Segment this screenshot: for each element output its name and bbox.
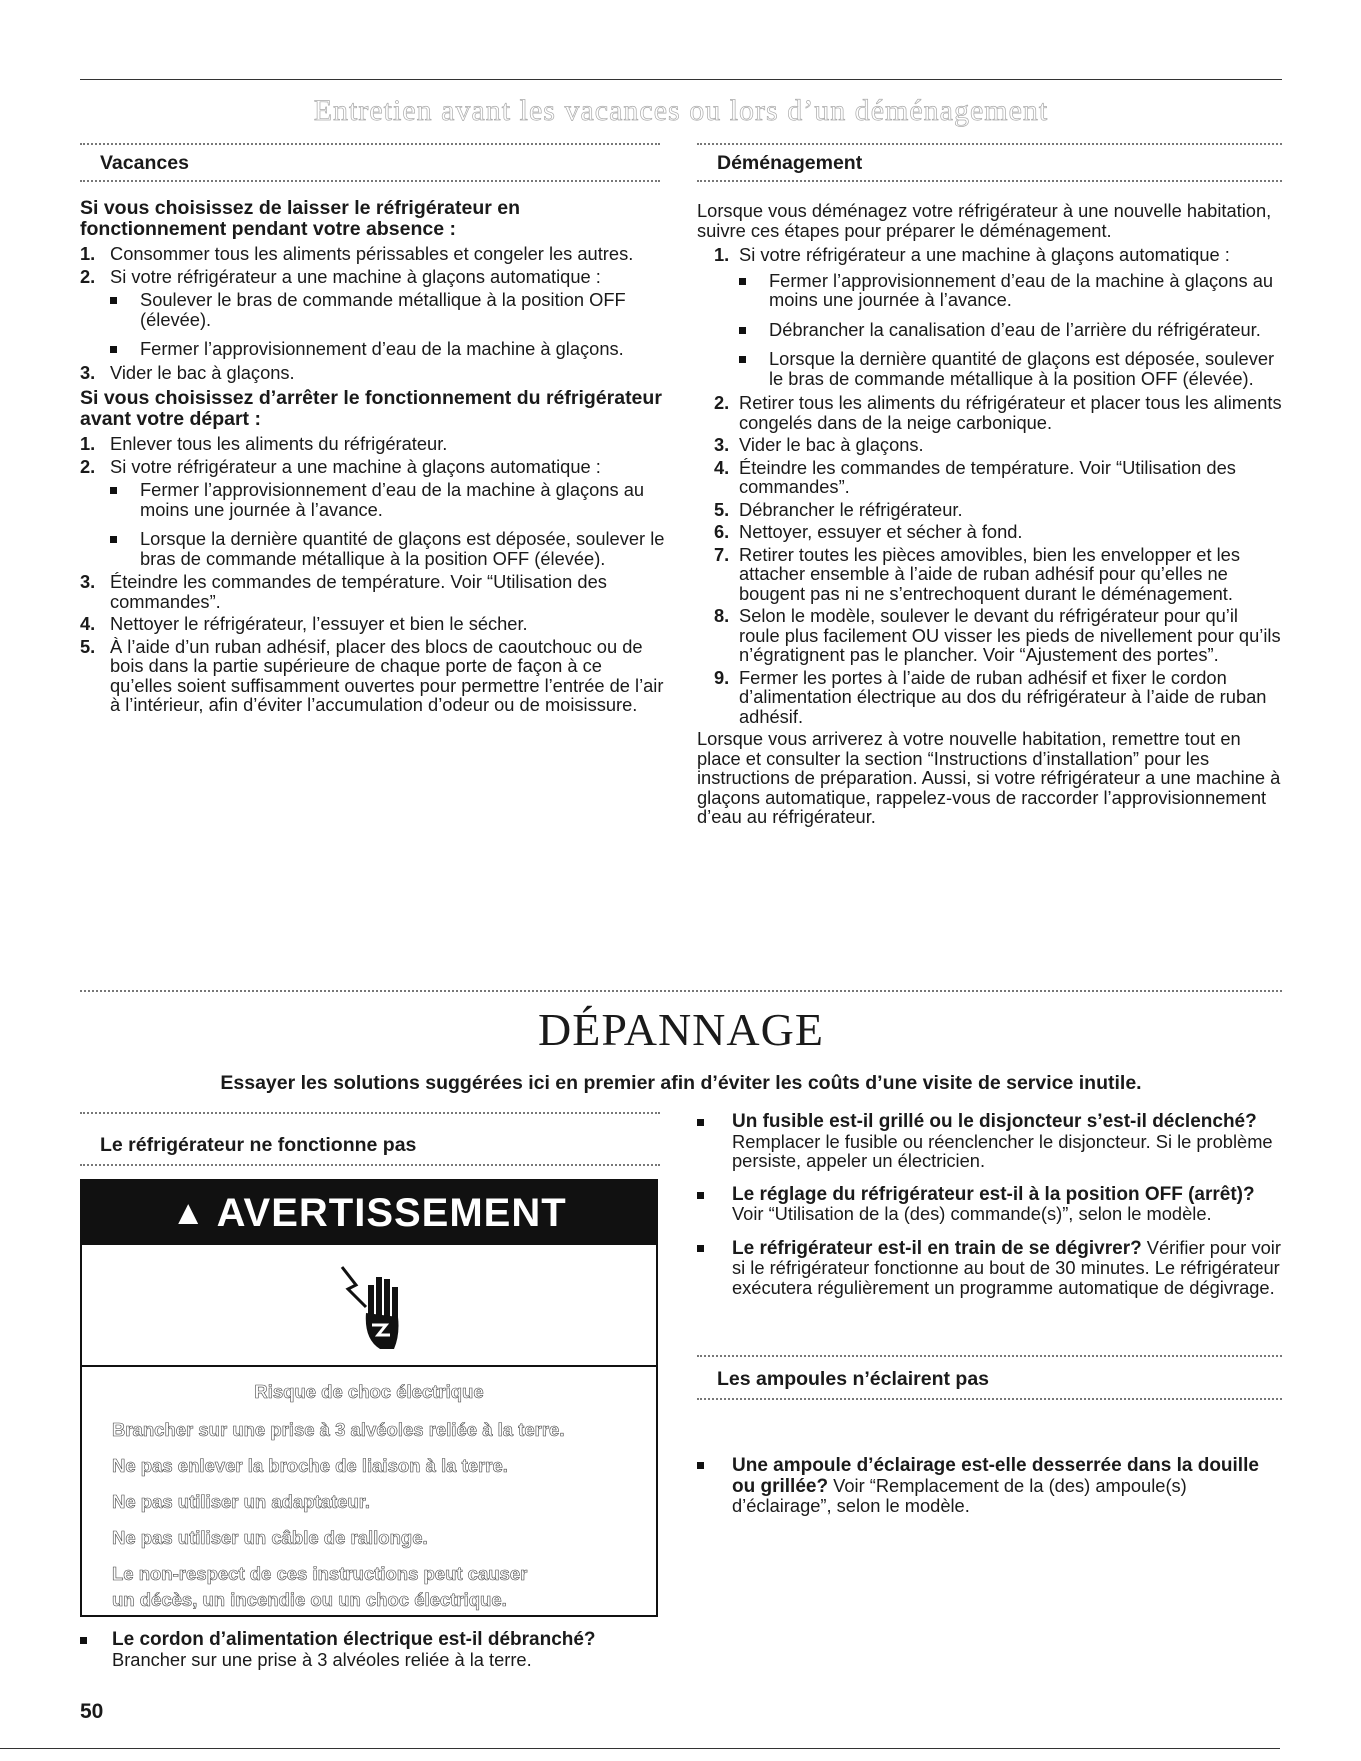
bullet-item: Fermer l’approvisionnement d’eau de la machine à glaçons au moins une journée à l’avance.	[110, 480, 665, 519]
bullet-icon	[110, 536, 117, 543]
list-item: 9. Fermer les portes à l’aide de ruban adhésif et fixer le cordon d’alimentation électrique au dos du réfrigérateur à l’aide de ruban adhésif.	[714, 666, 1267, 727]
bullet-item: Fermer l’approvisionnement d’eau de la machine à glaçons.	[110, 339, 665, 359]
list-item: 8. Selon le modèle, soulever le devant du réfrigérateur pour qu’il roule plus facilement OU visser les pieds de nivellement pour qu’ils n’égratignent pas le plancher. Voir “Ajustement des portes”.	[714, 605, 1281, 665]
bullet-item: Soulever le bras de commande métallique à la position OFF (élevée).	[110, 290, 665, 329]
vacances-section	[80, 198, 665, 715]
demenagement-intro: Lorsque vous déménagez votre réfrigérateur à une nouvelle habitation, suivre ces étapes pour préparer le déménagement.	[697, 200, 1272, 241]
list-item: 2. Si votre réfrigérateur a une machine à glaçons automatique : Fermer l’approvisionnement d’eau de la machine à glaçons au moins une journée à l’avance. Lorsque la dernière quantité de glaçons est déposée, soulever le bras de commande métallique à la position OFF (élevée).	[80, 455, 665, 569]
depannage-subtitle: Essayer les solutions suggérées ici en premier afin d’éviter les coûts d’une visite de service inutile.	[220, 1072, 1142, 1094]
bullet-icon	[697, 1462, 704, 1469]
warning-line: Brancher sur une prise à 3 alvéoles reliée à la terre.	[112, 1419, 565, 1440]
warning-line: Risque de choc électrique	[254, 1381, 484, 1402]
bullet-item: Lorsque la dernière quantité de glaçons est déposée, soulever le bras de commande métallique à la position OFF (élevée).	[739, 349, 1282, 388]
bullet-item: Débrancher la canalisation d’eau de l’arrière du réfrigérateur.	[739, 320, 1282, 340]
bullet-item: Le réfrigérateur est-il en train de se dégivrer? Vérifier pour voir si le réfrigérateur fonctionne au bout de 30 minutes. Le réfrigérateur exécutera régulièrement un programme automatique de dégivrage.	[697, 1238, 1282, 1298]
list-item: 3. Éteindre les commandes de température. Voir “Utilisation des commandes”.	[80, 571, 607, 612]
bullet-icon	[110, 346, 117, 353]
list-item: 4. Éteindre les commandes de température. Voir “Utilisation des commandes”.	[714, 456, 1236, 497]
warning-line: Ne pas utiliser un adaptateur.	[112, 1491, 371, 1512]
warning-line: Ne pas enlever la broche de liaison à la terre.	[112, 1455, 508, 1476]
warning-box	[80, 1179, 658, 1617]
list-item: 6. Nettoyer, essuyer et sécher à fond.	[714, 521, 1023, 542]
electric-shock-hand-icon	[336, 1263, 406, 1359]
warning-line: un décès, un incendie ou un choc électrique.	[112, 1589, 507, 1610]
list-item: 5. Débrancher le réfrigérateur.	[714, 498, 963, 520]
bullet-item: Le cordon d’alimentation électrique est-il débranché? Brancher sur une prise à 3 alvéoles reliée à la terre.	[80, 1630, 660, 1669]
warning-header: ▲ AVERTISSEMENT	[82, 1181, 656, 1245]
bullet-item: Une ampoule d’éclairage est-elle desserrée dans la douille ou grillée? Voir “Remplacement de la (des) ampoule(s) d’éclairage”, selon le modèle.	[697, 1455, 1282, 1516]
bullet-icon	[697, 1245, 704, 1252]
fridge-heading: Le réfrigérateur ne fonctionne pas	[100, 1134, 417, 1156]
page-number: 50	[80, 1700, 104, 1723]
vacances-heading: Vacances	[100, 152, 189, 174]
fridge-checks	[697, 1112, 1282, 1297]
list-item: 3. Vider le bac à glaçons.	[714, 434, 924, 455]
bullet-icon	[739, 327, 746, 334]
bullet-icon	[110, 297, 117, 304]
bullet-icon	[739, 278, 746, 285]
bullet-item: Fermer l’approvisionnement d’eau de la machine à glaçons au moins une journée à l’avance.	[739, 271, 1282, 310]
bullet-item: Le réglage du réfrigérateur est-il à la position OFF (arrêt)? Voir “Utilisation de la (des) commande(s)”, selon le modèle.	[697, 1185, 1282, 1224]
list-item: 7. Retirer toutes les pièces amovibles, bien les envelopper et les attacher ensemble à l’aide de ruban adhésif pour qu’elles ne bougent pas ni ne s’entrechoquent durant le déménagement.	[714, 543, 1240, 604]
warning-triangle-icon: ▲	[171, 1194, 206, 1232]
bullet-icon	[697, 1192, 704, 1199]
list-item: 2. Si votre réfrigérateur a une machine à glaçons automatique : Soulever le bras de commande métallique à la position OFF (élevée). Fermer l’approvisionnement d’eau de la machine à glaçons.	[80, 267, 665, 359]
vacances-subheading-1: Si vous choisissez de laisser le réfrigérateur en fonctionnement pendant votre absence :	[80, 197, 521, 240]
list-item: 3. Vider le bac à glaçons.	[80, 361, 295, 383]
list-item: 5. À l’aide d’un ruban adhésif, placer des blocs de caoutchouc ou de bois dans la partie supérieure de chaque porte de façon à ce qu’elles soient suffisamment ouvertes pour permettre l’entrée de l’air à l’intérieur, afin d’éviter l’accumulation d’odeur ou de moisissure.	[80, 635, 664, 715]
vacances-subheading-2: Si vous choisissez d’arrêter le fonctionnement du réfrigérateur avant votre départ :	[80, 387, 662, 430]
list-item: 1. Si votre réfrigérateur a une machine à glaçons automatique : Fermer l’approvisionnement d’eau de la machine à glaçons au moins une journée à l’avance. Débrancher la canalisation d’eau de l’arrière du réfrigérateur. Lorsque la dernière quantité de glaçons est déposée, soulever le bras de commande métallique à la position OFF (élevée).	[714, 245, 1282, 388]
list-item: 4. Nettoyer le réfrigérateur, l’essuyer et bien le sécher.	[80, 613, 528, 634]
warning-line: Le non-respect de ces instructions peut causer	[112, 1563, 528, 1584]
list-item: 2. Retirer tous les aliments du réfrigérateur et placer tous les aliments congelés dans de la neige carbonique.	[714, 392, 1282, 433]
list-item: 1. Consommer tous les aliments périssables et congeler les autres.	[80, 243, 634, 264]
bullet-icon	[739, 356, 746, 363]
bullet-icon	[697, 1119, 704, 1126]
bullet-icon	[80, 1637, 87, 1644]
demenagement-outro: Lorsque vous arriverez à votre nouvelle habitation, remettre tout en place et consulter la section “Instructions d’installation” pour les instructions de préparation. Aussi, si votre réfrigérateur a une machine à glaçons automatique, rappelez-vous de raccorder l’approvisionnement d’eau au réfrigérateur.	[697, 728, 1281, 827]
demenagement-section	[697, 201, 1282, 827]
demenagement-heading: Déménagement	[717, 152, 863, 174]
page-title: DÉPANNAGE	[538, 1004, 824, 1055]
bullet-item: Lorsque la dernière quantité de glaçons est déposée, soulever le bras de commande métallique à la position OFF (élevée).	[110, 529, 665, 568]
section-title: Entretien avant les vacances ou lors d’un déménagement	[313, 94, 1049, 127]
bulbs-heading: Les ampoules n’éclairent pas	[717, 1368, 990, 1390]
list-item: 1. Enlever tous les aliments du réfrigérateur.	[80, 433, 448, 454]
shock-hazard-area	[82, 1245, 656, 1365]
bullet-item: Un fusible est-il grillé ou le disjoncteur s’est-il déclenché? Remplacer le fusible ou réenclencher le disjoncteur. Si le problème persiste, appeler un électricien.	[697, 1112, 1282, 1171]
bullet-icon	[110, 487, 117, 494]
warning-line: Ne pas utiliser un câble de rallonge.	[112, 1527, 428, 1548]
